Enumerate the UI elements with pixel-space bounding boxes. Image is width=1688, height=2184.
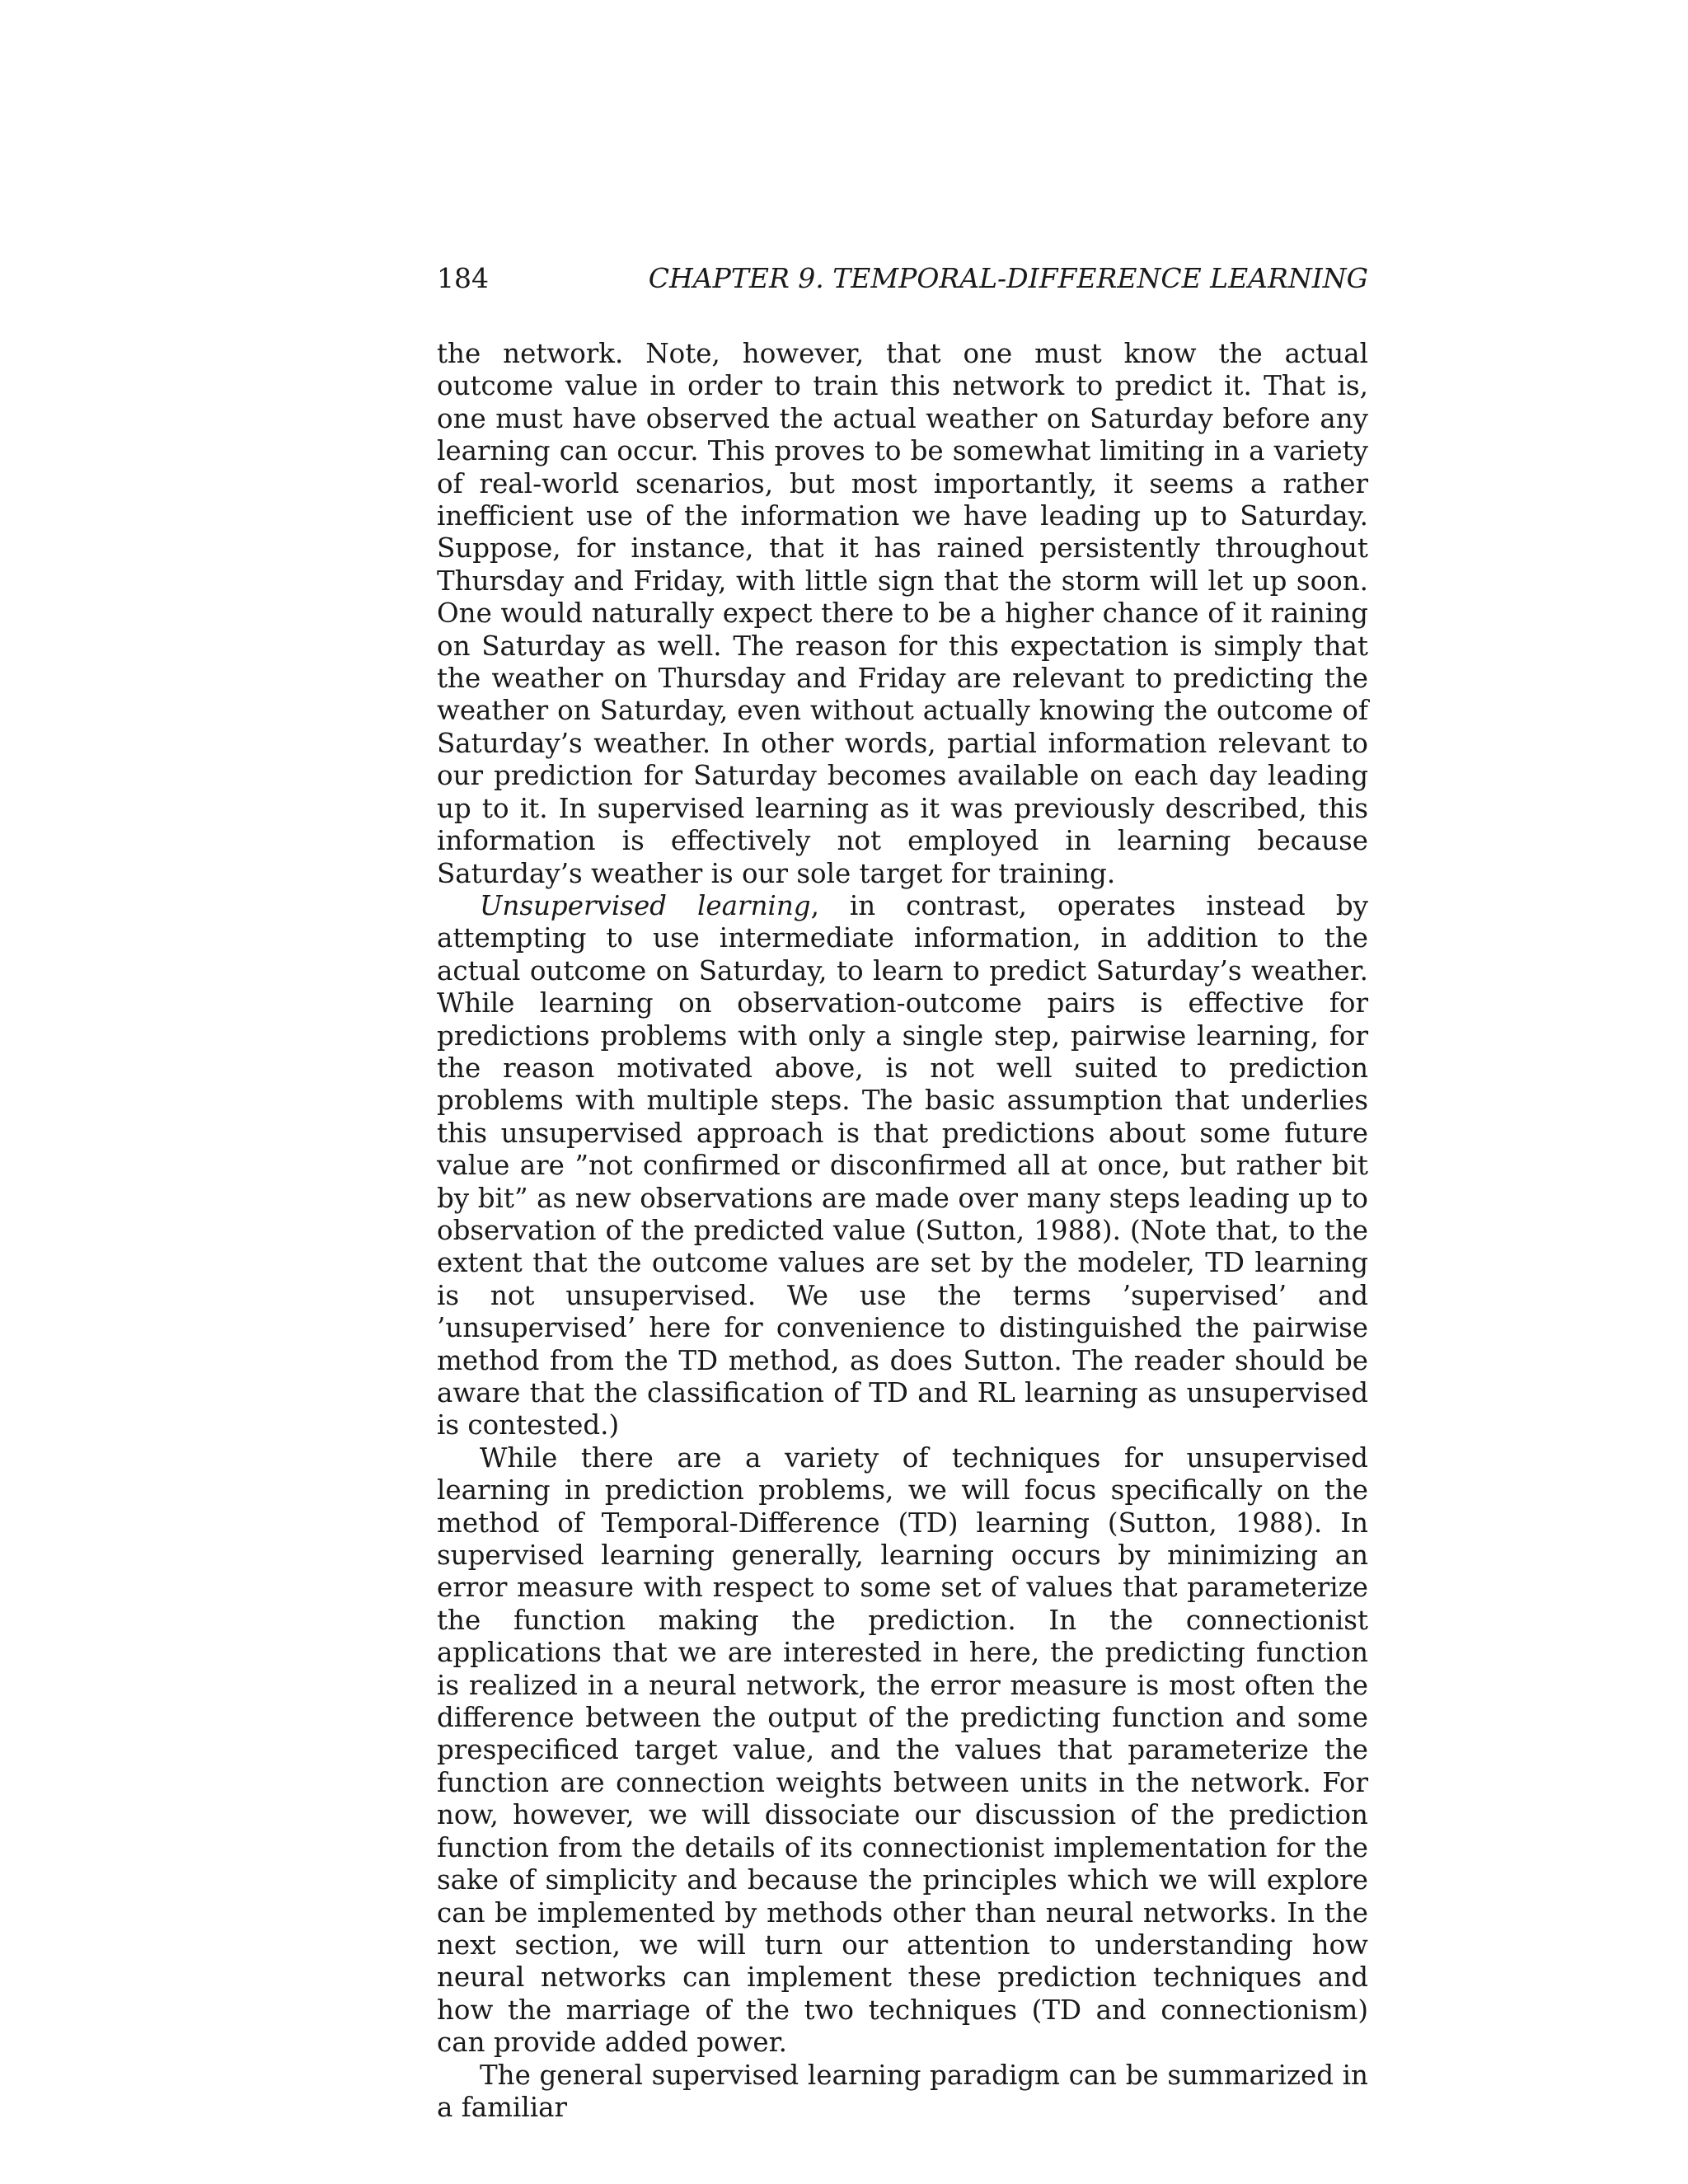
body-text: [437, 338, 1368, 2124]
page-number: 184: [437, 262, 489, 294]
paragraph-2: [437, 890, 1368, 1442]
emphasis-unsupervised-learning: Unsupervised learning: [480, 889, 811, 921]
paragraph-4: The general supervised learning paradigm can be summarized in a familiar: [437, 2059, 1368, 2123]
paragraph-1: the network. Note, however, that one must know the actual outcome value in order to train this network to predict it. That is, one must have observed the actual weather on Saturday before any learning can occur. This proves to be somewhat limiting in a variety of real-world scenarios, but most importantly, it seems a rather inefficient use of the information we have leading up to Saturday. Suppose, for instance, that it has rained persistently throughout Thursday and Friday, with little sign that the storm will let up soon. One would naturally expect there to be a higher chance of it raining on Saturday as well. The reason for this expectation is simply that the weather on Thursday and Friday are relevant to predicting the weather on Saturday, even without actually knowing the outcome of Saturday’s weather. In other words, partial information relevant to our prediction for Saturday becomes available on each day leading up to it. In supervised learning as it was previously described, this information is effectively not employed in learning because Saturday’s weather is our sole target for training.: [437, 338, 1368, 889]
page-header: [437, 260, 1368, 297]
paragraph-2-text: , in contrast, operates instead by attempting to use intermediate information, in addition to the actual outcome on Saturday, to learn to predict Saturday’s weather. While learning on observation-outcome pairs is effective for predictions problems with only a single step, pairwise learning, for the reason motivated above, is not well suited to prediction problems with multiple steps. The basic assumption that underlies this unsupervised approach is that predictions about some future value are ”not confirmed or disconfirmed all at once, but rather bit by bit” as new observations are made over many steps leading up to observation of the predicted value (Sutton, 1988). (Note that, to the extent that the outcome values are set by the modeler, TD learning is not unsupervised. We use the terms ’supervised’ and ’unsupervised’ here for convenience to distinguished the pairwise method from the TD method, as does Sutton. The reader should be aware that the classification of TD and RL learning as unsupervised is contested.): [437, 889, 1368, 1441]
paragraph-3: While there are a variety of techniques for unsupervised learning in prediction problems, we will focus specifically on the method of Temporal-Difference (TD) learning (Sutton, 1988). In supervised learning generally, learning occurs by minimizing an error measure with respect to some set of values that parameterize the function making the prediction. In the connectionist applications that we are interested in here, the predicting function is realized in a neural network, the error measure is most often the difference between the output of the predicting function and some prespecificed target value, and the values that parameterize the function are connection weights between units in the network. For now, however, we will dissociate our discussion of the prediction function from the details of its connectionist implementation for the sake of simplicity and because the principles which we will explore can be implemented by methods other than neural networks. In the next section, we will turn our attention to understanding how neural networks can implement these prediction techniques and how the marriage of the two techniques (TD and connectionism) can provide added power.: [437, 1441, 1368, 2059]
running-head: CHAPTER 9. TEMPORAL-DIFFERENCE LEARNING: [648, 262, 1368, 294]
